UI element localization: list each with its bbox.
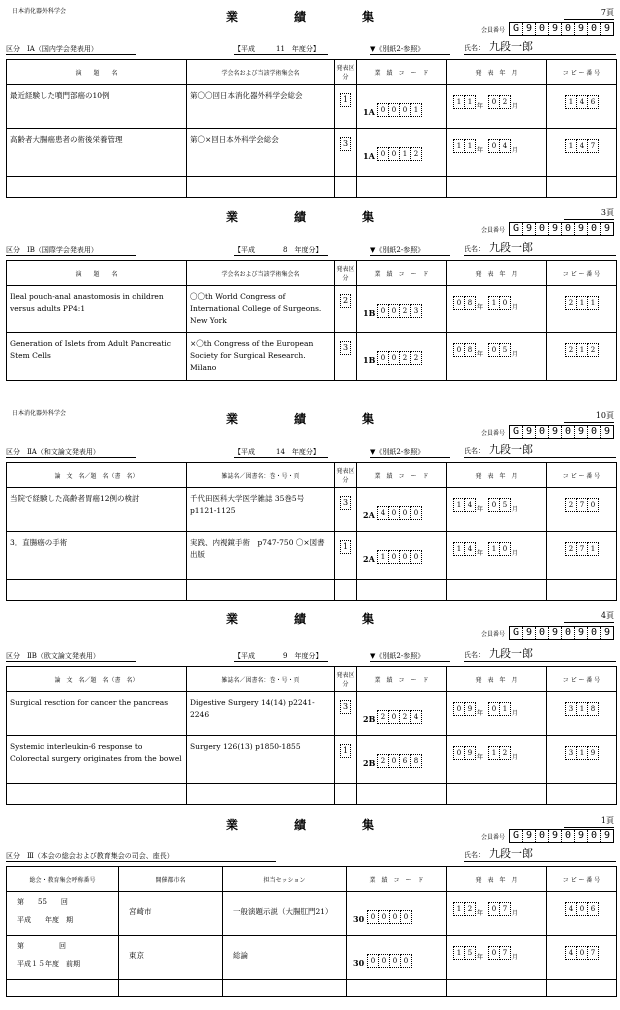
table-row: 当院で経験した高齢者胃癌12例の検討 千代田医科大学医学雑誌 35巻5号 p1121-1125 3 2A 4 0 0 0 1 4年0 5月 2 7 0 [7,488,617,532]
table-row: Generation of Islets from Adult Pancreatic Stem Cells ×〇th Congress of the European Society for Surgical Research. Milano 3 1B 0 0 2 2 0 8年0 5月 2 1 2 [7,333,617,381]
doc-title: 業 績 集 [225,612,396,626]
info-line: 区分 ⅡA（和文論文発表用） 【平成 14 年度分】 ▼《別紙2-参照》 氏名： 九段一郎 [6,446,616,458]
page-number: 4頁 [564,610,614,623]
member-number: 会員番号 G 9 0 9 0 9 0 9 [481,626,614,640]
category-label: 区分 ⅠA（国内学会発表用） [6,44,136,55]
records-table: 演 題 名 学会名および当該学術集会名 発表区分 業 績 コ ー ド 発 表 年 月 コ ピ ー 番 号 Ileal pouch-anal anastomosis in children versus adults PP4:1 〇〇th World Congress of International College of Surgeons. New York 2 1B 0 0 2 3 0 8年1 0月 2 1 1 Generation of Islets from Adult Pancreatic Stem Cells ×〇th Congress of the European Society for Surgical Research. Milano 3 1B 0 0 2 2 0 8年0 5月 2 1 2 [6,260,617,381]
records-table: 論 文 名／題 名（書 名） 雑誌名／図書名：巻・号・頁 発表区分 業 績 コ ー ド 発 表 年 月 コ ピ ー 番 号 Surgical resction for cancer the pancreas Digestive Surgery 14(14) p2241-2246 3 2B 2 0 2 4 0 9年0 1月 3 1 8 Systemic interleukin-6 response to Colorectal surgery originates from the bowel Surgery 126(13) p1850-1855 1 2B 2 0 6 8 0 9年1 2月 3 1 9 [6,666,617,805]
empty-row [7,177,617,198]
member-number [481,22,614,36]
page-number: 10頁 [564,410,614,423]
info-line: 区分 ⅠB（国際学会発表用） 【平成 8 年度分】 ▼《別紙2-参照》 氏名： 九段一郎 [6,244,616,256]
doc-title: 業 績 集 [225,10,396,24]
doc-title: 業 績 集 [225,412,396,426]
table-row: 3．直腸癌の手術 実践、内視鏡手術 p747-750 〇×図書出版 1 2A 1 0 0 0 1 4年1 0月 2 7 1 [7,532,617,580]
records-table: 総会・教育集会呼称番号 開催都市名 担当セッション 業 績 コ ー ド 発 表 年 月 コ ピ ー 番 号 第 55 回 平成 年度 期 宮崎市 一般演題示説（大腸肛門21） 30 0 0 0 0 1 2年0 7月 4 0 6 第 回 平成１５年度 前期 東京 総論 30 0 0 0 0 1 5年0 7月 4 0 7 [6,866,617,997]
table-row: 第 55 回 平成 年度 期 宮崎市 一般演題示説（大腸肛門21） 30 0 0 0 0 1 2年0 7月 4 0 6 [7,892,617,936]
org-name: 日本消化器外科学会 [12,410,67,417]
ref-note: ▼《別紙2-参照》 [370,44,450,55]
member-number: 会員番号 G 9 0 9 0 9 0 9 [481,222,614,236]
table-row: 第 回 平成１５年度 前期 東京 総論 30 0 0 0 0 1 5年0 7月 4 0 7 [7,936,617,980]
doc-title: 業 績 集 [225,210,396,224]
empty-row [7,580,617,601]
empty-row [7,784,617,805]
page-number: 7頁 [564,7,614,20]
name-field: 氏名： 九段一郎 [464,38,616,55]
empty-row [7,980,617,997]
page-number: 1頁 [564,815,614,828]
info-line [6,40,616,55]
info-line: 区分 ⅡB（欧文論文発表用） 【平成 9 年度分】 ▼《別紙2-参照》 氏名： 九段一郎 [6,650,616,662]
table-row: Surgical resction for cancer the pancreas Digestive Surgery 14(14) p2241-2246 3 2B 2 0 2 4 0 9年0 1月 3 1 8 [7,692,617,736]
records-table: 演 題 名 学会名および当該学術集会名 発表区分 業 績 コ ー ド 発 表 年 月 コ ピ ー 番 号 最近経験した噴門部癌の10例 第〇〇回日本消化器外科学会総会 1 1A 0 0 0 1 1 1年0 2月 1 4 6 高齢者大腸癌患者の術後栄養管理 第〇×回日本外科学会総会 3 1A 0 0 1 2 1 1年0 4月 1 4 7 [6,59,617,198]
fiscal-year: 【平成 11 年度分】 [234,44,328,55]
table-row: Systemic interleukin-6 response to Colorectal surgery originates from the bowel Surgery 126(13) p1850-1855 1 2B 2 0 6 8 0 9年1 2月 3 1 9 [7,736,617,784]
table-row: 高齢者大腸癌患者の術後栄養管理 第〇×回日本外科学会総会 3 1A 0 0 1 2 1 1年0 4月 1 4 7 [7,129,617,177]
member-number: 会員番号 G 9 0 9 0 9 0 9 [481,829,614,843]
member-label: 会員番号 [480,26,505,34]
info-line: 区分 Ⅲ（本会の総会および教育集会の司会、座長） 氏名： 九段一郎 [6,850,616,862]
member-id-boxes: G 9 0 9 0 9 0 9 [509,22,614,36]
member-number: 会員番号 G 9 0 9 0 9 0 9 [481,425,614,439]
org-name: 日本消化器外科学会 [12,8,67,15]
page-number: 3頁 [564,207,614,220]
records-table: 論 文 名／題 名（書 名） 雑誌名／図書名：巻・号・頁 発表区分 業 績 コ ー ド 発 表 年 月 コ ピ ー 番 号 当院で経験した高齢者胃癌12例の検討 千代田医科大学医学雑誌 35巻5号 p1121-1125 3 2A 4 0 0 0 1 4年0 5月 2 7 0 3．直腸癌の手術 実践、内視鏡手術 p747-750 〇×図書出版 1 2A 1 0 0 0 1 4年1 0月 2 7 1 [6,462,617,601]
doc-title: 業 績 集 [225,818,396,832]
table-row: Ileal pouch-anal anastomosis in children versus adults PP4:1 〇〇th World Congress of International College of Surgeons. New York 2 1B 0 0 2 3 0 8年1 0月 2 1 1 [7,286,617,333]
table-row: 最近経験した噴門部癌の10例 第〇〇回日本消化器外科学会総会 1 1A 0 0 0 1 1 1年0 2月 1 4 6 [7,85,617,129]
